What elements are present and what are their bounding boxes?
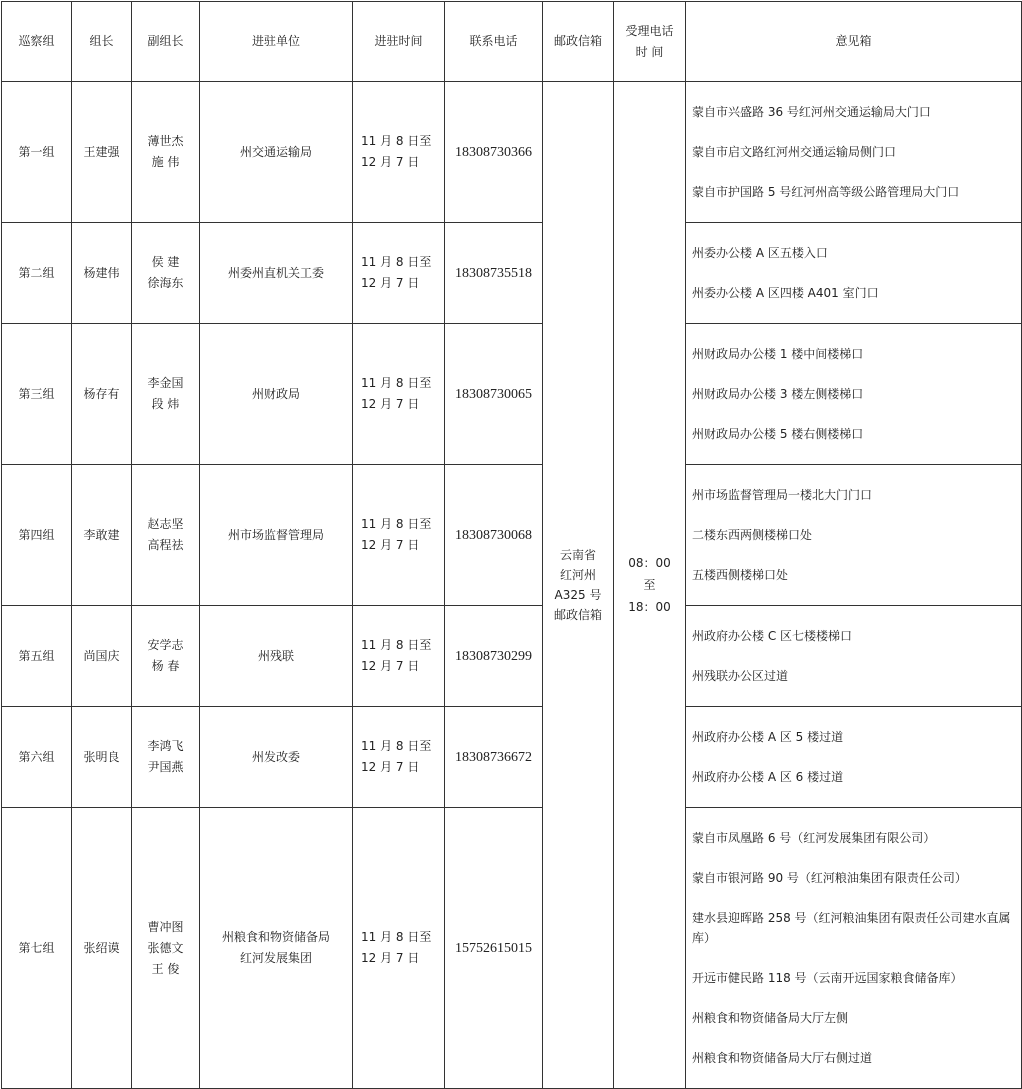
opinion-box-location: 蒙自市凤凰路 6 号（红河发展集团有限公司）: [692, 831, 936, 845]
deputy-cell: 赵志坚 高程祛: [132, 465, 200, 606]
opinion-box-location: 州粮食和物资储备局大厅右侧过道: [692, 1051, 873, 1065]
table-row: [2, 606, 1022, 707]
phone-cell: 18308730068: [445, 465, 543, 606]
deputy-cell: 侯 建 徐海东: [132, 223, 200, 324]
header-leader: 组长: [72, 2, 132, 82]
opinion-box-location: 州委办公楼 A 区四楼 A401 室门口: [692, 286, 879, 300]
opinion-box-cell: [686, 223, 1022, 324]
opinion-box-location: 蒙自市银河路 90 号（红河粮油集团有限责任公司）: [692, 871, 967, 885]
phone-cell: 18308736672: [445, 707, 543, 808]
table-row: [2, 465, 1022, 606]
opinion-box-location: 州政府办公楼 C 区七楼楼梯口: [692, 629, 853, 643]
phone-cell: 18308730366: [445, 82, 543, 223]
header-hours: 受理电话 时 间: [614, 2, 686, 82]
opinion-box-cell: [686, 707, 1022, 808]
opinion-box-location: 建水县迎晖路 258 号（红河粮油集团有限责任公司建水直属库）: [692, 911, 1011, 945]
deputy-cell: 李鸿飞 尹国燕: [132, 707, 200, 808]
leader-cell: 尚国庆: [72, 606, 132, 707]
leader-cell: 杨存有: [72, 324, 132, 465]
opinion-box-location: 蒙自市启文路红河州交通运输局侧门口: [692, 145, 897, 159]
header-time: 进驻时间: [353, 2, 445, 82]
leader-cell: 杨建伟: [72, 223, 132, 324]
opinion-box-location: 蒙自市护国路 5 号红河州高等级公路管理局大门口: [692, 185, 960, 199]
opinion-box-location: 州残联办公区过道: [692, 669, 789, 683]
time-cell: 11 月 8 日至 12 月 7 日: [353, 606, 445, 707]
phone-cell: 15752615015: [445, 808, 543, 1089]
opinion-box-location: 五楼西侧楼梯口处: [692, 568, 789, 582]
unit-cell: 州发改委: [200, 707, 353, 808]
header-unit: 进驻单位: [200, 2, 353, 82]
header-opinion-box: 意见箱: [686, 2, 1022, 82]
group-cell: 第六组: [2, 707, 72, 808]
opinion-box-location: 州财政局办公楼 5 楼右侧楼梯口: [692, 427, 864, 441]
opinion-box-cell: [686, 808, 1022, 1089]
time-cell: 11 月 8 日至 12 月 7 日: [353, 324, 445, 465]
unit-cell: 州交通运输局: [200, 82, 353, 223]
deputy-cell: 李金国 段 炜: [132, 324, 200, 465]
opinion-box-location: 州粮食和物资储备局大厅左侧: [692, 1011, 849, 1025]
time-cell: 11 月 8 日至 12 月 7 日: [353, 707, 445, 808]
table-header-row: [2, 2, 1022, 82]
deputy-cell: 安学志 杨 春: [132, 606, 200, 707]
table-row: [2, 223, 1022, 324]
opinion-box-cell: [686, 606, 1022, 707]
opinion-box-location: 州财政局办公楼 1 楼中间楼梯口: [692, 347, 864, 361]
deputy-cell: 薄世杰 施 伟: [132, 82, 200, 223]
opinion-box-cell: [686, 324, 1022, 465]
time-cell: 11 月 8 日至 12 月 7 日: [353, 82, 445, 223]
opinion-box-cell: [686, 82, 1022, 223]
group-cell: 第七组: [2, 808, 72, 1089]
time-cell: 11 月 8 日至 12 月 7 日: [353, 223, 445, 324]
leader-cell: 李敢建: [72, 465, 132, 606]
unit-cell: 州委州直机关工委: [200, 223, 353, 324]
time-cell: 11 月 8 日至 12 月 7 日: [353, 465, 445, 606]
table-row: [2, 808, 1022, 1089]
group-cell: 第四组: [2, 465, 72, 606]
group-cell: 第五组: [2, 606, 72, 707]
hours-cell: 08：00 至 18：00: [614, 82, 686, 1089]
opinion-box-location: 蒙自市兴盛路 36 号红河州交通运输局大门口: [692, 105, 931, 119]
phone-cell: 18308730065: [445, 324, 543, 465]
time-cell: 11 月 8 日至 12 月 7 日: [353, 808, 445, 1089]
phone-cell: 18308735518: [445, 223, 543, 324]
inspection-schedule-table: [1, 1, 1022, 1089]
unit-cell: 州市场监督管理局: [200, 465, 353, 606]
header-deputy: 副组长: [132, 2, 200, 82]
table-row: [2, 82, 1022, 223]
opinion-box-cell: [686, 465, 1022, 606]
opinion-box-location: 开远市健民路 118 号（云南开远国家粮食储备库）: [692, 971, 963, 985]
opinion-box-location: 州委办公楼 A 区五楼入口: [692, 246, 828, 260]
header-phone: 联系电话: [445, 2, 543, 82]
header-mailbox: 邮政信箱: [543, 2, 614, 82]
unit-cell: 州残联: [200, 606, 353, 707]
header-group: 巡察组: [2, 2, 72, 82]
opinion-box-location: 州政府办公楼 A 区 6 楼过道: [692, 770, 844, 784]
table-row: [2, 324, 1022, 465]
deputy-cell: 曹冲图 张德文 王 俊: [132, 808, 200, 1089]
opinion-box-location: 二楼东西两侧楼梯口处: [692, 528, 813, 542]
group-cell: 第一组: [2, 82, 72, 223]
unit-cell: 州粮食和物资储备局 红河发展集团: [200, 808, 353, 1089]
leader-cell: 张绍谟: [72, 808, 132, 1089]
unit-cell: 州财政局: [200, 324, 353, 465]
group-cell: 第二组: [2, 223, 72, 324]
phone-cell: 18308730299: [445, 606, 543, 707]
opinion-box-location: 州市场监督管理局一楼北大门门口: [692, 488, 873, 502]
mailbox-cell: 云南省 红河州 A325 号 邮政信箱: [543, 82, 614, 1089]
group-cell: 第三组: [2, 324, 72, 465]
leader-cell: 王建强: [72, 82, 132, 223]
opinion-box-location: 州财政局办公楼 3 楼左侧楼梯口: [692, 387, 864, 401]
opinion-box-location: 州政府办公楼 A 区 5 楼过道: [692, 730, 844, 744]
leader-cell: 张明良: [72, 707, 132, 808]
table-row: [2, 707, 1022, 808]
